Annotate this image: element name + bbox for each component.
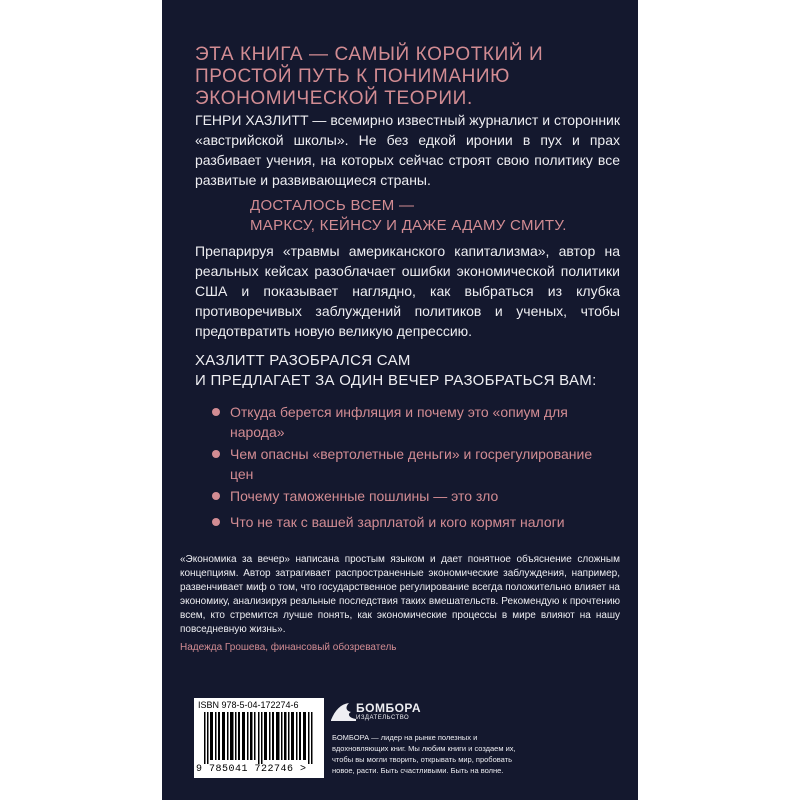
publisher-slogan: БОМБОРА — лидер на рынке полезных и вдохновляющих книг. Мы любим книги и создаем их, чтобы вы могли творить, открывать мир, пробовать новое, расти. Быть счастливыми. Быть на волне. (332, 733, 516, 775)
offer-heading-line2: И ПРЕДЛАГАЕТ ЗА ОДИН ВЕЧЕР РАЗОБРАТЬСЯ ВАМ: (195, 372, 597, 389)
highlight-quote-line1: ДОСТАЛОСЬ ВСЕМ — (250, 197, 415, 214)
publisher-name: БОМБОРА (356, 701, 422, 715)
lead-headline: ЭТА КНИГА — САМЫЙ КОРОТКИЙ И ПРОСТОЙ ПУТЬ К ПОНИМАНИЮ ЭКОНОМИЧЕСКОЙ ТЕОРИИ. (195, 44, 544, 109)
author-intro-paragraph: ГЕНРИ ХАЗЛИТТ — всемирно известный журналист и сторонник «австрийской школы». Не без едкой иронии в пух и прах разбивает учения, на которых сейчас строят свою политику все развитые и развивающиеся страны. (195, 112, 620, 188)
highlight-quote (250, 196, 610, 236)
bullet-dot-icon (212, 450, 220, 458)
description-paragraph: Препарируя «травмы американского капитализма», автор на реальных кейсах разоблачает ошибки экономической политики США и показывает наглядно, как выбраться из клубка противоречивых заблуждений политиков и ученых, чтобы предотвратить новую великую депрессию. (195, 243, 620, 339)
bullet-dot-icon (212, 518, 220, 526)
bullet-dot-icon (212, 492, 220, 500)
bombora-wave-logo-icon (329, 700, 359, 722)
publisher-subtitle: ИЗДАТЕЛЬСТВО (356, 715, 410, 721)
bullet-text: Откуда берется инфляция и почему это «опиум для народа» (230, 404, 568, 440)
isbn-number: ISBN 978-5-04-172274-6 (198, 700, 299, 710)
isbn-barcode (194, 698, 324, 778)
barcode-bars-icon (204, 712, 316, 764)
book-back-cover (162, 0, 638, 800)
bullet-text: Почему таможенные пошлины — это зло (230, 488, 499, 504)
bullet-item (230, 486, 610, 506)
bullet-text: Что не так с вашей зарплатой и кого кормят налоги (230, 514, 565, 530)
review-author: Надежда Грошева, финансовый обозреватель (180, 642, 397, 653)
bullet-item (230, 512, 610, 532)
offer-heading-line1: ХАЗЛИТТ РАЗОБРАЛСЯ САМ (195, 352, 411, 369)
barcode-digits: 9 785041 722746 > (196, 764, 307, 775)
bullet-item (230, 444, 610, 484)
bullet-text: Чем опасны «вертолетные деньги» и госрегулирование цен (230, 446, 593, 482)
bullet-dot-icon (212, 408, 220, 416)
offer-heading (195, 351, 615, 391)
review-quote: «Экономика за вечер» написана простым языком и дает понятное объяснение сложным концепциям. Автор затрагивает распространенные экономические заблуждения, например, развенчивает миф о том, что государственное регулирование всегда положительно влияет на экономику, анализируя реальные последствия таких вмешательств. Рекомендую к прочтению всем, кто стремится лучше понять, как экономические процессы в мире влияют на нашу повседневную жизнь». (180, 554, 620, 635)
bullet-item (230, 402, 610, 442)
highlight-quote-line2: МАРКСУ, КЕЙНСУ И ДАЖЕ АДАМУ СМИТУ. (250, 217, 567, 234)
